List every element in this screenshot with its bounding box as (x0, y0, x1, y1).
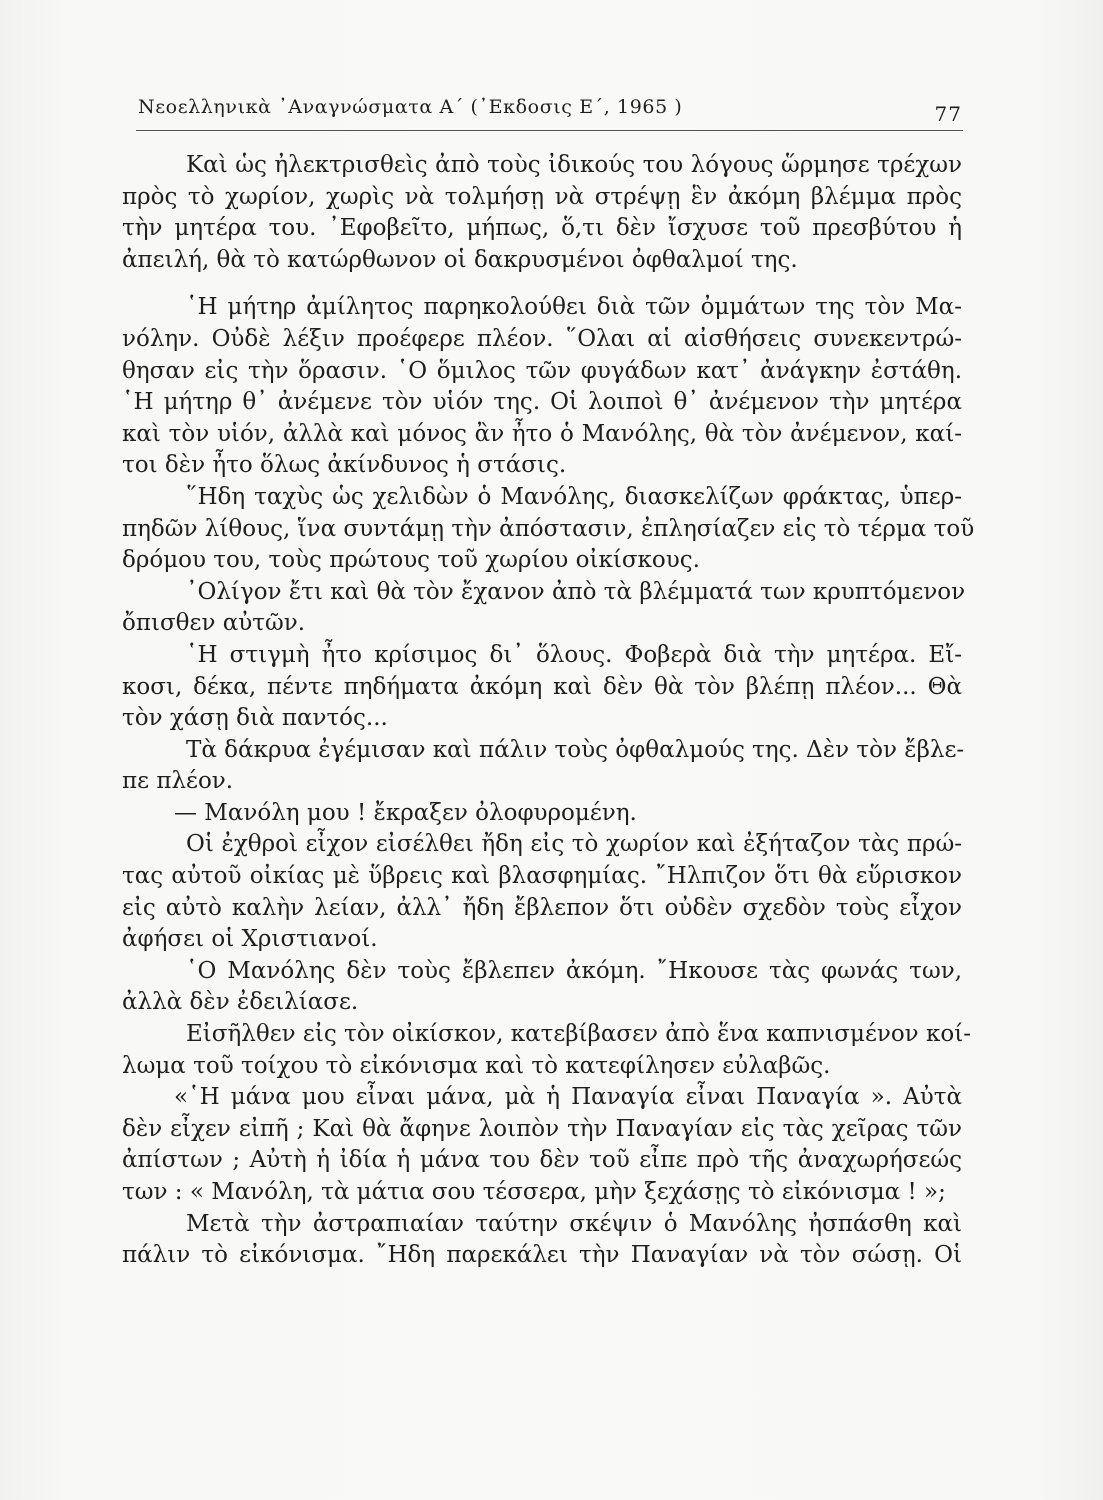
text-line: ῾Η στιγμὴ ἦτο κρίσιμος δι᾿ ὅλους. Φοβερὰ διὰ τὴν μητέρα. Εἴ- (186, 641, 962, 668)
text-line: πρὸς τὸ χωρίον, χωρὶς νὰ τολμήσῃ νὰ στρέψῃ ἓν ἀκόμη βλέμμα πρὸς (122, 183, 962, 210)
text-line: Καὶ ὡς ἠλεκτρισθεὶς ἀπὸ τοὺς ἰδικούς του λόγους ὥρμησε τρέχων (186, 152, 962, 178)
text-line: τοι δὲν ἦτο ὅλως ἀκίνδυνος ἡ στάσις. (122, 452, 567, 479)
paragraph-12 (122, 1209, 962, 1272)
text-line: ῾Η μήτηρ θ᾿ ἀνέμενε τὸν υἱόν της. Οἱ λοιποὶ θ᾿ ἀνέμενον τὴν μητέρα (122, 389, 962, 416)
running-header-title: Νεοελληνικὰ ᾿Αναγνώσματα Α´ (᾿Εκδοσις Ε´, 1965 ) (138, 96, 683, 118)
text-line: ἀφήσει οἱ Χριστιανοί. (122, 926, 378, 953)
paragraph-1 (122, 150, 962, 276)
text-line: τὴν μητέρα του. ᾿Εφοβεῖτο, μήπως, ὅ,τι δὲν ἴσχυσε τοῦ πρεσβύτου ἡ (122, 215, 962, 242)
text-line: Τὰ δάκρυα ἐγέμισαν καὶ πάλιν τοὺς ὀφθαλμούς της. Δὲν τὸν ἔβλε- (186, 736, 965, 763)
text-line: πηδῶν λίθους, ἵνα συντάμῃ τὴν ἀπόστασιν, ἐπλησίαζεν εἰς τὸ τέρμα τοῦ (122, 515, 975, 542)
text-line: ἀλλὰ δὲν ἐδειλίασε. (122, 989, 359, 1016)
text-line: Οἱ ἐχθροὶ εἶχον εἰσέλθει ἤδη εἰς τὸ χωρίον καὶ ἐξήταζον τὰς πρώ- (186, 831, 962, 858)
text-line: ῞Ηδη ταχὺς ὡς χελιδὼν ὁ Μανόλης, διασκελίζων φράκτας, ὑπερ- (186, 483, 962, 510)
text-line: καὶ τὸν υἱόν, ἀλλὰ καὶ μόνος ἂν ἦτο ὁ Μανόλης, θὰ τὸν ἀνέμενον, καί- (122, 420, 962, 447)
text-line: ἀπειλή, θὰ τὸ κατώρθωνον οἱ δακρυσμένοι ὀφθαλμοί της. (122, 246, 798, 273)
text-line: Μετὰ τὴν ἀστραπιαίαν ταύτην σκέψιν ὁ Μανόλης ἠσπάσθη καὶ (186, 1210, 962, 1237)
text-line: πε πλέον. (122, 768, 234, 795)
paragraph-11 (122, 1082, 962, 1208)
paragraph-gap (122, 276, 962, 292)
text-line: — Μανόλη μου ! ἔκραξεν ὀλοφυρομένη. (174, 799, 637, 826)
text-line: Εἰσῆλθεν εἰς τὸν οἰκίσκον, κατεβίβασεν ἀπὸ ἕνα καπνισμένον κοί- (186, 1021, 971, 1048)
text-line: λωμα τοῦ τοίχου τὸ εἰκόνισμα καὶ τὸ κατεφίλησεν εὐλαβῶς. (122, 1052, 831, 1079)
text-line: νόλην. Οὐδὲ λέξιν προέφερε πλέον. ῞Ολαι αἱ αἰσθήσεις συνεκεντρώ- (122, 325, 962, 352)
running-header (138, 92, 962, 128)
text-line: των : « Μανόλη, τὰ μάτια σου τέσσερα, μὴν ξεχάσῃς τὸ εἰκόνισμα ! »; (122, 1179, 946, 1205)
paragraph-4 (122, 577, 966, 640)
paragraph-3 (122, 482, 975, 577)
text-line: δὲν εἶχεν εἰπῆ ; Καὶ θὰ ἄφηνε λοιπὸν τὴν Παναγίαν εἰς τὰς χεῖρας τῶν (122, 1115, 962, 1142)
text-line: εἰς αὐτὸ καλὴν λείαν, ἀλλ᾿ ἤδη ἔβλεπον ὅτι οὐδὲν σχεδὸν τοὺς εἶχον (122, 894, 962, 921)
paragraph-10 (122, 1019, 971, 1082)
text-line: ἀπίστων ; Αὐτὴ ἡ ἰδία ἡ μάνα του δὲν τοῦ εἶπε πρὸ τῆς ἀναχωρήσεώς (122, 1147, 962, 1174)
header-rule (136, 130, 963, 131)
text-line: πάλιν τὸ εἰκόνισμα. ῎Ηδη παρεκάλει τὴν Παναγίαν νὰ τὸν σώσῃ. Οἱ (122, 1242, 962, 1269)
text-line: ῾Η μήτηρ ἀμίλητος παρηκολούθει διὰ τῶν ὀμμάτων της τὸν Μα- (186, 294, 962, 321)
text-line: ὄπισθεν αὐτῶν. (122, 610, 306, 637)
text-line: τὸν χάσῃ διὰ παντός... (122, 705, 388, 732)
text-line: δρόμου του, τοὺς πρώτους τοῦ χωρίου οἰκίσκους. (122, 547, 700, 574)
paragraph-9 (122, 956, 962, 1019)
text-line: τας αὐτοῦ οἰκίας μὲ ὕβρεις καὶ βλασφημίας. ῎Ηλπιζον ὅτι θὰ εὕρισκον (122, 863, 962, 890)
text-line: ᾿Ολίγον ἔτι καὶ θὰ τὸν ἔχανον ἀπὸ τὰ βλέμματά των κρυπτόμενον (186, 578, 966, 605)
main-text (122, 150, 975, 1272)
paragraph-8 (122, 829, 962, 955)
paragraph-5 (122, 640, 962, 735)
paragraph-2 (122, 292, 962, 482)
paragraph-6 (122, 735, 965, 798)
text-line: θησαν εἰς τὴν ὅρασιν. ῾Ο ὅμιλος τῶν φυγάδων κατ᾿ ἀνάγκην ἐστάθη. (122, 357, 962, 384)
text-line: κοσι, δέκα, πέντε πηδήματα ἀκόμη καὶ δὲν θὰ τὸν βλέπῃ πλέον... Θὰ (122, 673, 962, 700)
page-number: 77 (934, 102, 962, 126)
paragraph-7 (122, 798, 962, 830)
text-line: «῾Η μάνα μου εἶναι μάνα, μὰ ἡ Παναγία εἶναι Παναγία ». Αὐτὰ (174, 1084, 962, 1111)
text-line: ῾Ο Μανόλης δὲν τοὺς ἔβλεπεν ἀκόμη. ῎Ηκουσε τὰς φωνάς των, (186, 957, 962, 984)
